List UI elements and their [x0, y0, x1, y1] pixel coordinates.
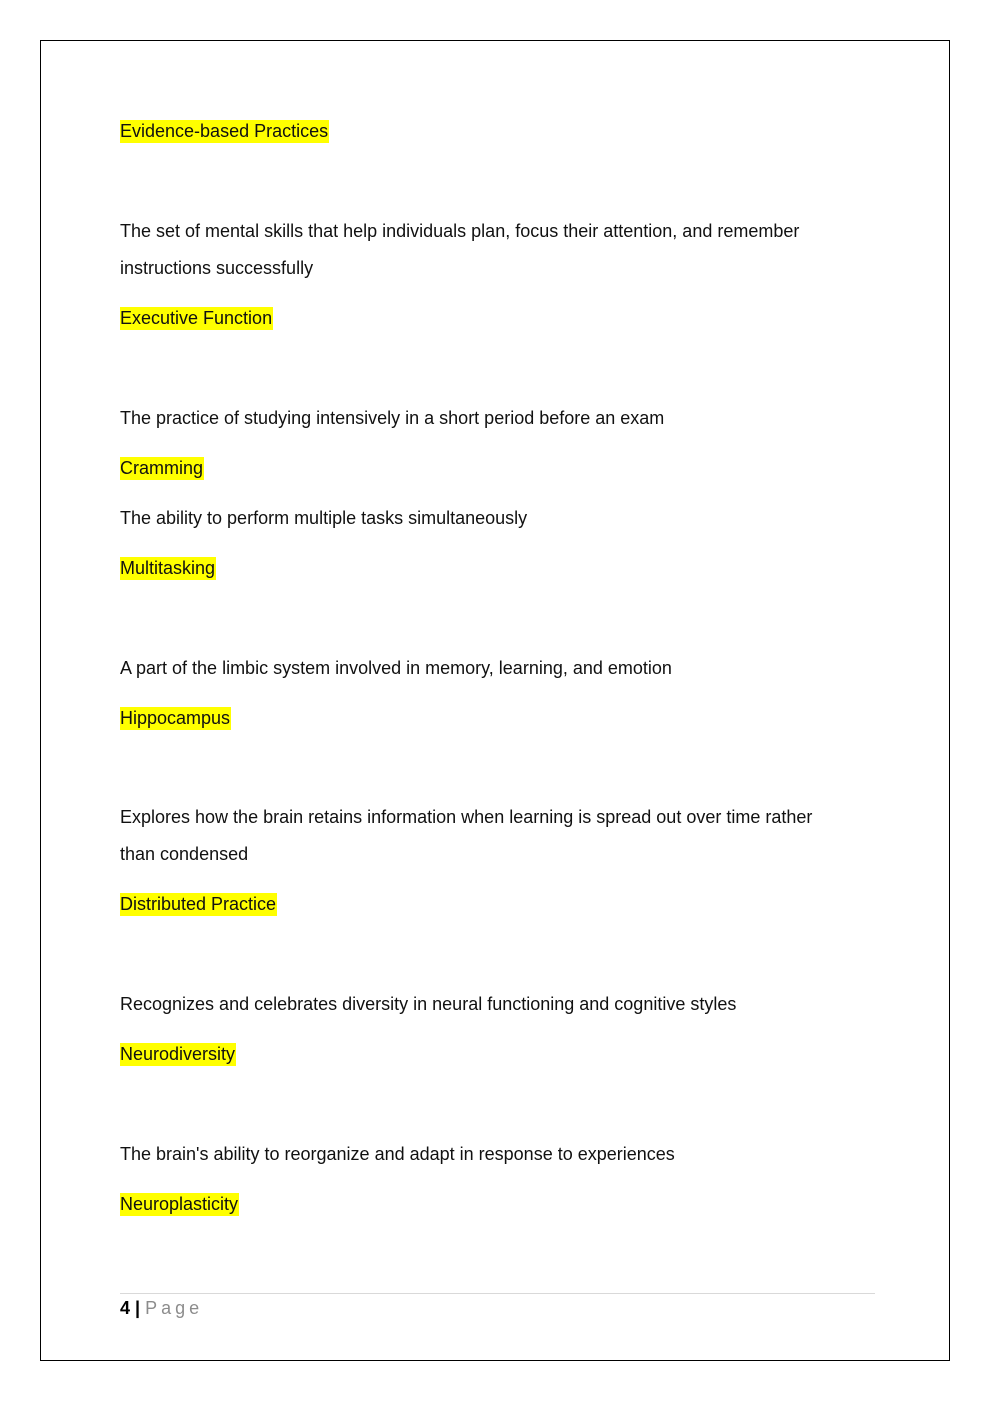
- definition-text: The brain's ability to reorganize and adapt in response to experiences: [120, 1144, 675, 1164]
- footer-divider: [120, 1293, 875, 1294]
- term-label: [120, 307, 273, 329]
- term-label: [120, 557, 216, 579]
- term-highlight: Hippocampus: [120, 708, 231, 728]
- term-label: [120, 893, 277, 915]
- page-number: 4: [120, 1298, 131, 1318]
- definition-text: The set of mental skills that help individuals plan, focus their attention, and remember: [120, 221, 800, 241]
- definition-text: Recognizes and celebrates diversity in neural functioning and cognitive styles: [120, 994, 737, 1014]
- page-label: Page: [145, 1298, 204, 1318]
- term-highlight: Executive Function: [120, 308, 273, 328]
- definition-text: than condensed: [120, 844, 249, 864]
- definition-text: A part of the limbic system involved in memory, learning, and emotion: [120, 658, 672, 678]
- term-highlight: Evidence-based Practices: [120, 121, 329, 141]
- term-highlight: Neurodiversity: [120, 1044, 236, 1064]
- page-footer: [120, 1297, 203, 1319]
- term-highlight: Cramming: [120, 458, 204, 478]
- term-highlight: Multitasking: [120, 558, 216, 578]
- term-label: [120, 457, 204, 479]
- term-label: [120, 120, 329, 142]
- term-highlight: Distributed Practice: [120, 894, 277, 914]
- footer-separator: |: [135, 1298, 141, 1318]
- definition-text: The practice of studying intensively in a short period before an exam: [120, 408, 665, 428]
- definition-text: instructions successfully: [120, 258, 314, 278]
- term-label: [120, 1043, 236, 1065]
- term-label: [120, 707, 231, 729]
- definition-text: Explores how the brain retains information when learning is spread out over time rather: [120, 807, 813, 827]
- term-highlight: Neuroplasticity: [120, 1194, 239, 1214]
- definition-text: The ability to perform multiple tasks simultaneously: [120, 508, 528, 528]
- term-label: [120, 1193, 239, 1215]
